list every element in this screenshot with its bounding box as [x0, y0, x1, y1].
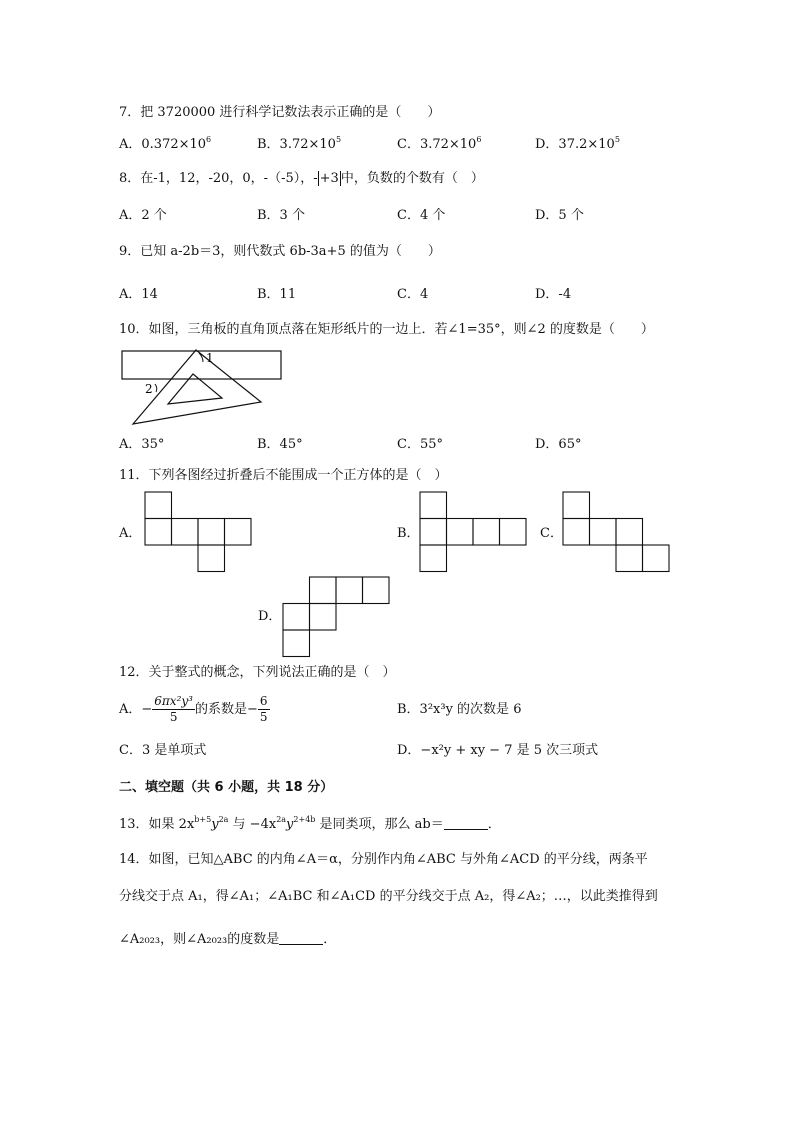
angle1-label: 1 — [206, 351, 214, 365]
q10-stem: 10．如图，三角板的直角顶点落在矩形纸片的一边上．若∠1=35°，则∠2 的度数是（ ） — [119, 322, 654, 337]
q13-answer-blank[interactable] — [444, 817, 488, 830]
q12-option-a: A．− $\frac{\text{6πx²y³}}{5}$ 的系数是− $\frac{6}{5}$ — [119, 694, 268, 724]
q7-option-b: B．$3.72\times 10^5$ — [257, 135, 342, 152]
q14-line1: 14．如图，已知△ABC 的内角∠A＝α，分别作内角∠ABC 与外角∠ACD 的平分线，两条平 — [119, 852, 648, 867]
q10-option-d: D．65° — [535, 437, 582, 452]
net-square — [420, 545, 447, 572]
net-c — [563, 492, 669, 572]
net-b — [420, 492, 526, 572]
net-square — [172, 519, 199, 546]
net-square — [616, 545, 643, 572]
q7-option-d: D．$37.2\times 10^5$ — [535, 135, 620, 152]
net-square — [363, 577, 390, 604]
q7-option-c: C．$3.72\times 10^6$ — [397, 135, 482, 152]
q12-stem: 12．关于整式的概念，下列说法正确的是（ ） — [119, 665, 396, 680]
net-square — [500, 519, 527, 546]
q11-label-a: A． — [119, 526, 142, 541]
net-square — [616, 519, 643, 546]
q8-option-b: B．3 个 — [257, 208, 305, 223]
net-square — [336, 577, 363, 604]
net-square — [145, 519, 172, 546]
net-square — [447, 519, 474, 546]
q13-stem: 13．如果 $2x^{b+5}y^{2a}$ 与 $-4x^{2a}y^{2+4b}$ 是同类项，那么 ab＝ ． — [119, 815, 501, 832]
q11-label-c: C． — [540, 526, 563, 541]
q10-option-c: C．55° — [397, 437, 443, 452]
q10-option-b: B．45° — [257, 437, 303, 452]
q12-option-b: B．3²x³y 的次数是 6 — [397, 702, 522, 717]
q12-option-d: D．−x²y + xy − 7 是 5 次三项式 — [397, 743, 599, 758]
angle2-label: 2 — [145, 382, 153, 396]
q14-line2: 分线交于点 A₁，得∠A₁；∠A₁BC 和∠A₁CD 的平分线交于点 A₂，得∠A₂；…，以此类推得到 — [119, 889, 658, 904]
q9-option-d: D．-4 — [535, 287, 572, 302]
net-square — [283, 604, 310, 631]
net-square — [310, 604, 337, 631]
net-square — [420, 492, 447, 519]
q8-abs-value: +3 — [319, 171, 339, 186]
net-square — [225, 519, 252, 546]
net-square — [310, 577, 337, 604]
net-square — [563, 492, 590, 519]
q8-option-a: A．2 个 — [119, 208, 167, 223]
net-square — [420, 519, 447, 546]
net-square — [198, 545, 225, 572]
net-square — [473, 519, 500, 546]
q7-option-a: A．$0.372\times 10^6$ — [119, 135, 212, 152]
q10-option-a: A．35° — [119, 437, 165, 452]
q9-option-b: B．11 — [257, 287, 297, 302]
net-square — [563, 519, 590, 546]
net-square — [198, 519, 225, 546]
q11-stem: 11．下列各图经过折叠后不能围成一个正方体的是（ ） — [119, 468, 448, 483]
q9-option-a: A．14 — [119, 287, 158, 302]
net-square — [145, 492, 172, 519]
q14-answer-blank[interactable] — [279, 932, 323, 945]
section-fill-in-title: 二、填空题（共 6 小题，共 18 分） — [119, 780, 334, 795]
net-square — [590, 519, 617, 546]
net-d — [283, 577, 389, 657]
q12-option-c: C．3 是单项式 — [119, 743, 207, 758]
q8-option-c: C．4 个 — [397, 208, 446, 223]
q9-stem: 9．已知 a-2b＝3，则代数式 6b-3a+5 的值为（ ） — [119, 244, 441, 259]
q8-stem: 8．在-1，12，-20，0，-（-5），- +3 中，负数的个数有（ ） — [119, 171, 484, 186]
q9-option-c: C．4 — [397, 287, 429, 302]
q11-label-b: B． — [397, 526, 420, 541]
q8-option-d: D．5 个 — [535, 208, 584, 223]
q14-line3: ∠A₂₀₂₃，则∠A₂₀₂₃的度数是 ． — [119, 932, 337, 947]
q11-label-d: D． — [258, 609, 282, 624]
net-square — [643, 545, 670, 572]
net-square — [283, 630, 310, 657]
net-a — [145, 492, 251, 572]
q7-stem: 7．把 3720000 进行科学记数法表示正确的是（ ） — [119, 105, 441, 120]
